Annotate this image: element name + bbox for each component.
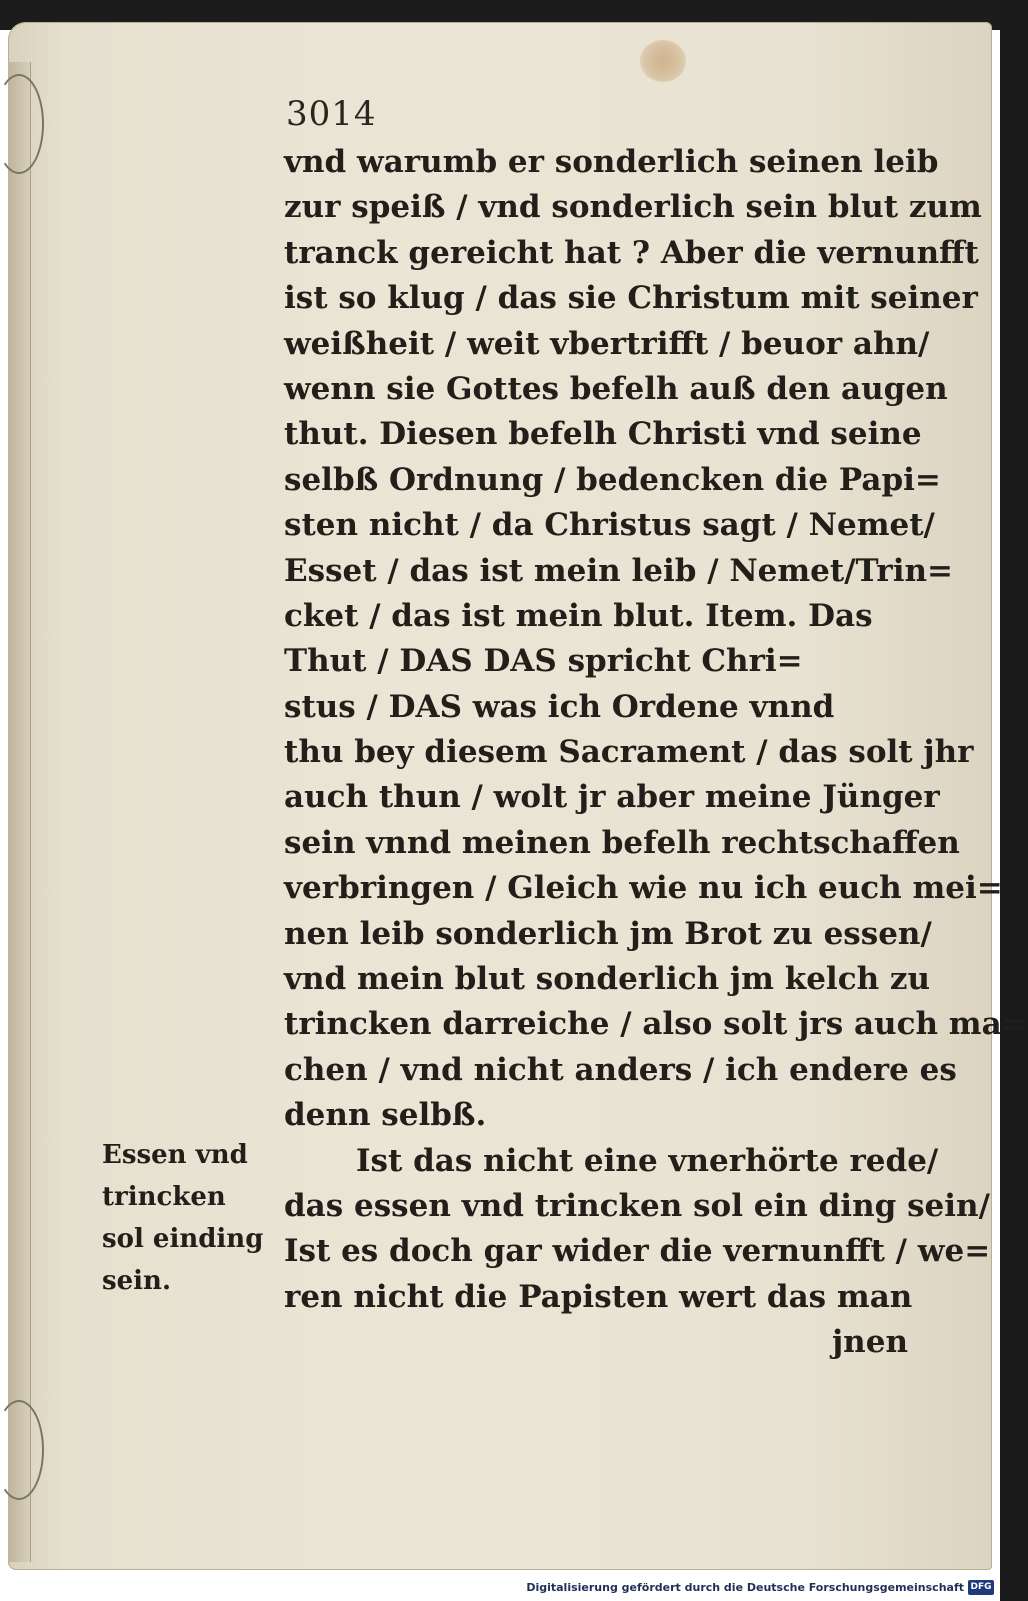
text-line: chen / vnd nicht anders / ich endere es <box>284 1051 957 1088</box>
marginal-note <box>102 1134 282 1302</box>
body-text <box>284 140 1028 1366</box>
text-line: Thut / DAS DAS spricht Chri= <box>284 643 803 680</box>
text-line: denn selbß. <box>284 1097 487 1134</box>
text-line: vnd warumb er sonderlich seinen leib <box>284 144 939 180</box>
footer-bar <box>0 1576 1000 1601</box>
text-line: wenn sie Gottes befelh auß den augen <box>284 370 948 407</box>
text-line: vnd mein blut sonderlich jm kelch zu <box>284 961 931 998</box>
catchword: jnen <box>831 1324 908 1361</box>
text-line: tranck gereicht hat ? Aber die vernunfft <box>284 234 979 271</box>
marginal-line: trincken <box>102 1182 226 1212</box>
footer-credit: Digitalisierung gefördert durch die Deutsche Forschungsgemeinschaft <box>526 1581 964 1594</box>
text-line: thut. Diesen befelh Christi vnd seine <box>284 416 922 453</box>
text-line: ist so klug / das sie Christum mit seiner <box>284 280 978 317</box>
dfg-logo: DFG <box>968 1580 994 1595</box>
text-line: zur speiß / vnd sonderlich sein blut zum <box>284 189 982 226</box>
text-line: selbß Ordnung / bedencken die Papi= <box>284 461 941 498</box>
text-line: verbringen / Gleich wie nu ich euch mei= <box>284 870 1003 907</box>
marginal-line: Essen vnd <box>102 1140 248 1170</box>
page-edge <box>8 62 31 1562</box>
marginal-line: sol einding <box>102 1224 264 1254</box>
text-line: Esset / das ist mein leib / Nemet/Trin= <box>284 552 953 589</box>
text-line: weißheit / weit vbertrifft / beuor ahn/ <box>284 325 930 362</box>
page-stain <box>640 40 686 82</box>
text-line: auch thun / wolt jr aber meine Jünger <box>284 779 940 816</box>
marginal-line: sein. <box>102 1266 172 1296</box>
text-line: nen leib sonderlich jm Brot zu essen/ <box>284 915 932 952</box>
text-line: thu bey diesem Sacrament / das solt jhr <box>284 734 974 771</box>
text-line: Ist das nicht eine vnerhörte rede/ <box>356 1142 939 1179</box>
text-line: cket / das ist mein blut. Item. Das <box>284 597 873 634</box>
text-line: ren nicht die Papisten wert das man <box>284 1278 913 1315</box>
binding-ring-top <box>0 74 44 174</box>
text-line: stus / DAS was ich Ordene vnnd <box>284 688 835 725</box>
text-line: sein vnnd meinen befelh rechtschaffen <box>284 824 960 861</box>
book-page <box>8 22 1028 1570</box>
text-line: das essen vnd trincken sol ein ding sein/ <box>284 1187 990 1224</box>
text-line: sten nicht / da Christus sagt / Nemet/ <box>284 507 935 544</box>
binding-ring-bottom <box>0 1400 44 1500</box>
text-line: Ist es doch gar wider die vernunfft / we= <box>284 1233 991 1270</box>
text-line: trincken darreiche / also solt jrs auch ma= <box>284 1006 1028 1043</box>
page-number: 3014 <box>286 94 377 134</box>
